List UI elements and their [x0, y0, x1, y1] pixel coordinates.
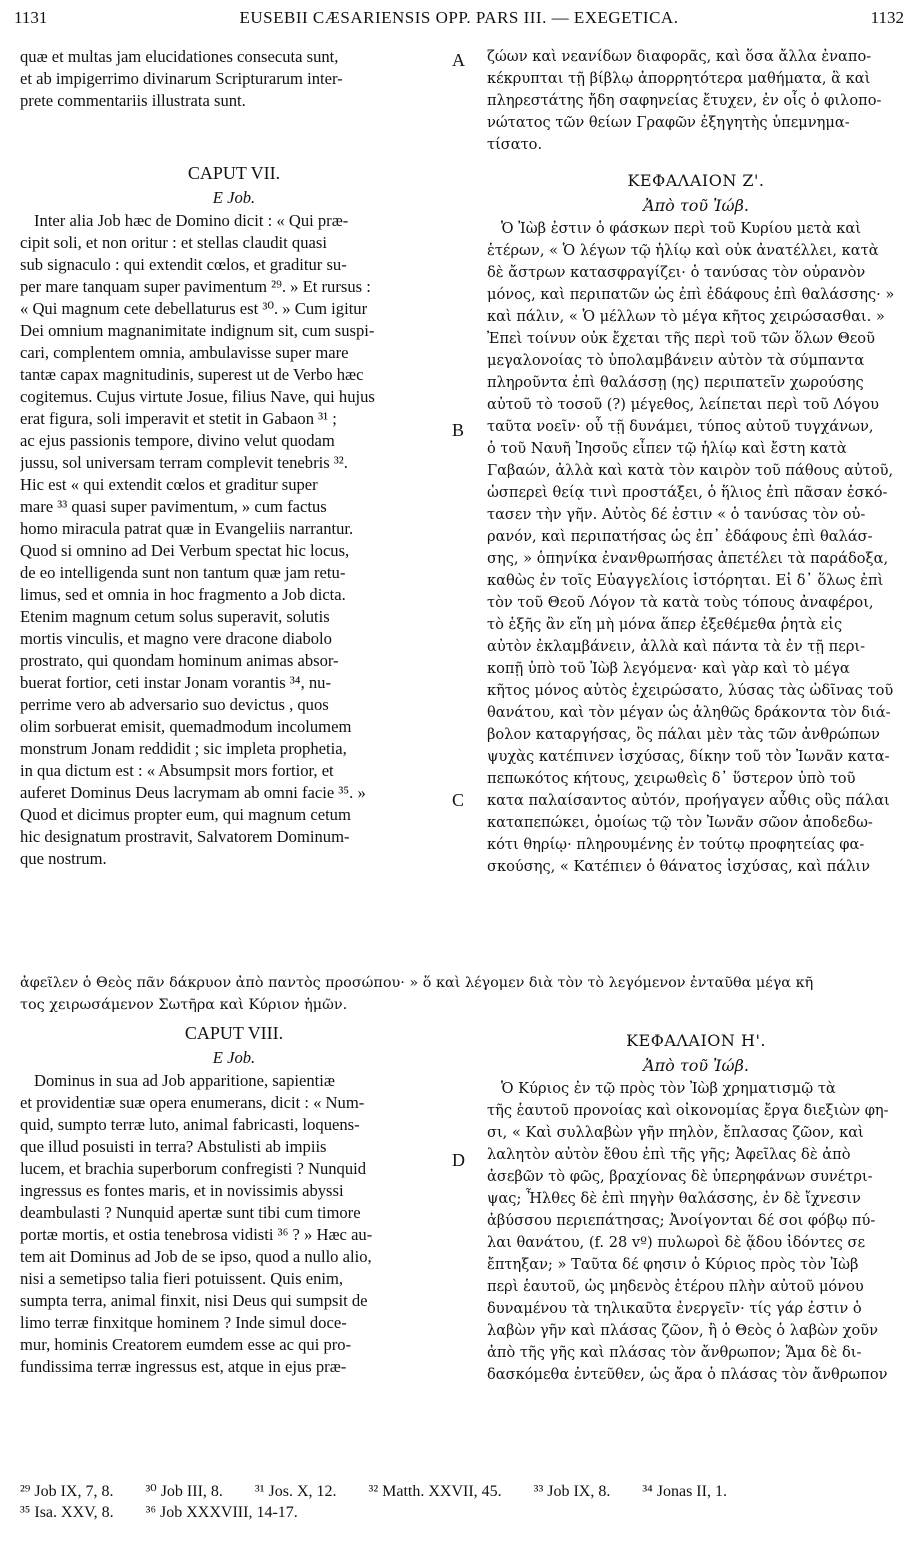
kephalaion-8-title: ΚΕΦΑΛΑΙΟΝ Η'. [626, 1031, 766, 1050]
footnote: ³⁶ Job XXXVIII, 14-17. [145, 1504, 298, 1521]
caput-7-text [20, 210, 448, 870]
text-line: Dei omnium magnanimitate indignum sit, cum suspi- [20, 321, 375, 340]
text-line: Ὁ Ἰὼβ ἐστιν ὁ φάσκων περὶ τοῦ Κυρίου μετὰ καὶ [501, 220, 861, 237]
text-line: αὐτοῦ τὸ τοσοῦ (?) μέγεθος, λείπεται περὶ τοῦ Λόγου [487, 396, 880, 413]
text-line: Dominus in sua ad Job apparitione, sapientiæ [34, 1071, 335, 1090]
text-line: cogitemus. Cujus virtute Josue, filius Nave, qui hujus [20, 387, 375, 406]
latin-column-lower [20, 1020, 448, 1378]
text-line: mur, hominis Creatorem eumdem esse ac qui pro- [20, 1335, 352, 1354]
caput-8-subtitle: E Job. [212, 1048, 256, 1067]
text-line: Quod si omnino ad Dei Verbum spectat hic locus, [20, 541, 350, 560]
text-line: καταπεπώκει, ὁμοίως τῷ τὸν Ἰωνᾶν σῶον ἀποδεδω- [487, 814, 873, 831]
margin-mark-a: A [452, 50, 465, 70]
text-line: homo miracula patrat quæ in Evangeliis narrantur. [20, 519, 354, 538]
footnote: ³² Matth. XXVII, 45. [368, 1483, 502, 1500]
text-line: limus, sed et omnia in hoc fragmento a Job dicta. [20, 585, 346, 604]
text-line: ὁ τοῦ Ναυῆ Ἰησοῦς εἶπεν τῷ ἡλίῳ καὶ ἔστη κατὰ [487, 440, 847, 457]
text-line: ἀβύσσου περιεπάτησας; Ἀνοίγονται δέ σοι φόβῳ πύ- [487, 1212, 876, 1229]
text-line: ἀφεῖλεν ὁ Θεὸς πᾶν δάκρυον ἀπὸ παντὸς προσώπου· » ὅ καὶ λέγομεν διὰ τὸν τὸ λεγόμενον ἐνταῦθα μέγα κῆ [20, 975, 814, 991]
text-line: Hic est « qui extendit cœlos et graditur super [20, 475, 318, 494]
text-line: sumpta terra, animal finxit, nisi Deus qui sumpsit de [20, 1291, 368, 1310]
text-line: perrime vero ab adversario suo devictus , quos [20, 695, 329, 714]
text-line: ψυχὰς κατέπινεν ἰσχύσας, δίκην τοῦ τὸν Ἰωνᾶν κατα- [487, 748, 890, 765]
text-line: νώτατος τῶν θείων Γραφῶν ἐξηγητὴς ὑπεμνημα- [487, 114, 850, 131]
footnote: ³⁰ Job III, 8. [145, 1483, 223, 1500]
kephalaion-8-subtitle: Ἀπὸ τοῦ Ἰώβ. [643, 1056, 749, 1075]
margin-mark-c: C [452, 790, 465, 810]
text-line: ἔπτηξαν; » Ταῦτα δέ φησιν ὁ Κύριος πρὸς τὸν Ἰὼβ [487, 1256, 859, 1273]
text-line: μόνος, καὶ περιπατῶν ὡς ἐπὶ ἐδάφους ἐπὶ θαλάσσης· » [487, 286, 895, 303]
greek-column-lower [487, 1028, 905, 1386]
text-line: auferet Dominus Deus lacrymam ab omni facie ³⁵. » [20, 783, 366, 802]
text-line: δασκόμεθα ἐντεῦθεν, ὡς ἄρα ὁ πλάσας τὸν ἄνθρωπον [487, 1366, 888, 1383]
text-line: que illud posuisti in terra? Abstulisti ab impiis [20, 1137, 327, 1156]
footnote: ³¹ Jos. X, 12. [254, 1483, 337, 1500]
text-line: prostrato, qui quondam hominum animas absor- [20, 651, 339, 670]
text-line: λαβὼν γῆν καὶ πλάσας ζῶον, ἢ ὁ Θεὸς ὁ λαβὼν χοῦν [487, 1322, 879, 1339]
caput-8-title: CAPUT VIII. [184, 1023, 284, 1043]
text-line: mortis vinculis, et magno vere dracone diabolo [20, 629, 332, 648]
footnotes [20, 1481, 910, 1523]
page-number-right: 1132 [870, 8, 904, 27]
footnote: ²⁹ Job IX, 7, 8. [20, 1483, 114, 1500]
text-line: jussu, sol universam terram complevit tenebris ³². [20, 453, 348, 472]
text-line: βολον καταργήσας, ὃς πάλαι μὲν τὰς τῶν ἀνθρώπων [487, 726, 880, 743]
latin-column-upper [20, 46, 448, 870]
footnote: ³⁴ Jonas II, 1. [642, 1483, 727, 1500]
footnote: ³⁵ Isa. XXV, 8. [20, 1504, 114, 1521]
text-line: portæ mortis, et ostia tenebrosa vidisti ³⁶ ? » Hæc au- [20, 1225, 373, 1244]
text-line: ἀπὸ τῆς γῆς καὶ πλάσας τὸν ἄνθρωπον; Ἅμα δὲ δι- [487, 1344, 862, 1361]
text-line: δυναμένου τὰ τηλικαῦτα ἐνεργεῖν· τίς γάρ ἐστιν ὁ [487, 1300, 862, 1317]
text-line: deambulasti ? Nunquid apertæ sunt tibi cum timore [20, 1203, 361, 1222]
text-line: Inter alia Job hæc de Domino dicit : « Qui præ- [34, 211, 349, 230]
text-line: et ab impigerrimo divinarum Scripturarum inter- [20, 69, 343, 88]
text-line: que nostrum. [20, 849, 107, 868]
text-line: Ὁ Κύριος ἐν τῷ πρὸς τὸν Ἰὼβ χρηματισμῷ τὰ [501, 1080, 836, 1097]
greek-intro [487, 46, 905, 156]
text-line: πεπωκότος κήτους, χειρωθεὶς δ᾽ ὕστερον ὑπὸ τοῦ [487, 770, 856, 787]
text-line: mare ³³ quasi super pavimentum, » cum factus [20, 497, 327, 516]
footnote-row [20, 1502, 910, 1523]
text-line: ψας; Ἦλθες δὲ ἐπὶ πηγὴν θαλάσσης, ἐν δὲ ἴχνεσιν [487, 1190, 861, 1207]
text-line: per mare tanquam super pavimentum ²⁹. » Et rursus : [20, 277, 371, 296]
text-line: ρανόν, καὶ περιπατήσας ὡς ἐπ᾽ ἐδάφους ἐπὶ θαλάσ- [487, 528, 873, 545]
text-line: tantæ capax magnitudinis, superest ut de Verbo hæc [20, 365, 364, 384]
caput-7-title: CAPUT VII. [187, 163, 281, 183]
text-line: cari, complentem omnia, ambulavisse super mare [20, 343, 349, 362]
text-line: quæ et multas jam elucidationes consecuta sunt, [20, 47, 339, 66]
greek-runover [20, 972, 905, 1016]
text-line: « Qui magnum cete debellaturus est ³⁰. » Cum igitur [20, 299, 368, 318]
text-line: sub signaculo : qui extendit cœlos, et graditur su- [20, 255, 347, 274]
text-line: Etenim magnum cetum solus superavit, solutis [20, 607, 330, 626]
text-line: τος χειρωσάμενον Σωτῆρα καὶ Κύριον ἡμῶν. [20, 997, 348, 1013]
text-line: lucem, et brachia superborum confregisti ? Nunquid [20, 1159, 367, 1178]
text-line: ὡσπερεὶ θείᾳ τινὶ προστάξει, ὁ ἥλιος ἐπὶ πᾶσαν ἐσκό- [487, 484, 888, 501]
text-line: θανάτου, καὶ τὸν μέγαν ὡς ἀληθῶς δράκοντα τὸν διά- [487, 704, 891, 721]
text-line: prete commentariis illustrata sunt. [20, 91, 246, 110]
text-line: σης, » ὁπηνίκα ἐνανθρωπήσας ἀπετέλει τὰ παράδοξα, [487, 550, 889, 567]
text-line: κατα παλαίσαντος αὐτόν, προήγαγεν αὖθις οὓς πάλαι [487, 792, 890, 809]
text-line: ἀσεβῶν τὸ φῶς, βραχίονας δὲ ὑπερηφάνων συνέτρι- [487, 1168, 873, 1185]
text-line: αὐτὸν ἐκλαμβάνειν, ἀλλὰ καὶ πάντα τὰ ἐν τῇ περι- [487, 638, 866, 655]
footnote-row [20, 1481, 910, 1502]
text-line: τὸν τοῦ Θεοῦ Λόγον τὰ κατὰ τοὺς τόπους ἀναφέροι, [487, 594, 874, 611]
text-line: καθὼς ἐν τοῖς Εὐαγγελίοις ἱστόρηται. Εἰ δ᾽ ὅλως ἐπὶ [487, 572, 884, 589]
text-line: σι, « Καὶ συλλαβὼν γῆν πηλὸν, ἔπλασας ζῶον, καὶ [487, 1124, 864, 1141]
text-line: λαλητὸν αὐτὸν ἔθου ἐπὶ τῆς γῆς; Ἀφεῖλας δὲ ἀπὸ [487, 1146, 851, 1163]
text-line: cipit soli, et non oritur : et stellas claudit quasi [20, 233, 327, 252]
text-line: ac ejus passionis tempore, divino velut quodam [20, 431, 335, 450]
kephalaion-8-text [487, 1078, 905, 1386]
text-line: κοπῇ ὑπὸ τοῦ Ἰὼβ λεγόμενα· καὶ γὰρ καὶ τὸ μέγα [487, 660, 850, 677]
running-header [14, 8, 904, 36]
text-line: hic designatum prostravit, Salvatorem Dominum- [20, 827, 350, 846]
text-line: de eo intelligenda sunt non tantum quæ jam retu- [20, 563, 346, 582]
text-line: δὲ ἄστρων κατασφραγίζει· ὁ τανύσας τὸν οὐρανὸν [487, 264, 866, 281]
text-line: μεγαλονοίας τὸ ὑπολαμβάνειν αὐτὸν τὰ σύμπαντα [487, 352, 865, 369]
text-line: Quod et dicimus propter eum, qui magnum cetum [20, 805, 351, 824]
text-line: τίσατο. [487, 136, 543, 153]
margin-mark-b: B [452, 420, 465, 440]
margin-mark-d: D [452, 1150, 465, 1170]
text-line: κότι θηρίῳ· πληρουμένης ἐν τούτῳ προφητείας φα- [487, 836, 865, 853]
text-line: τὸ ἑξῆς ἂν εἴη μὴ μόνα ἅπερ ἐξεθέμεθα ῥητὰ εἰς [487, 616, 843, 633]
text-line: quid, sumpto terræ luto, animal fabricasti, loquens- [20, 1115, 360, 1134]
text-line: buerat fortior, ceti instar Jonam vorantis ³⁴, nu- [20, 673, 332, 692]
text-line: tem ait Dominus ad Job de se ipso, quod a nullo alio, [20, 1247, 372, 1266]
text-line: monstrum Jonam reddidit ; sic impleta prophetia, [20, 739, 347, 758]
text-line: ζώων καὶ νεανίδων διαφορᾶς, καὶ ὅσα ἄλλα ἐναπο- [487, 48, 872, 65]
caput-8-text [20, 1070, 448, 1378]
text-line: τασεν τὴν γῆν. Αὐτὸς δέ ἐστιν « ὁ τανύσας τὸν οὐ- [487, 506, 866, 523]
text-line: ingressus es fontes maris, et in novissimis abyssi [20, 1181, 344, 1200]
text-line: Γαβαών, ἀλλὰ καὶ κατὰ τὸν καιρὸν τοῦ πάθους αὐτοῦ, [487, 462, 894, 479]
greek-column-upper [487, 46, 905, 878]
caput-7-subtitle: E Job. [212, 188, 256, 207]
text-line: πληρεστάτης ἤδη σαφηνείας ἔτυχεν, ἐν οἷς ὁ φιλοπο- [487, 92, 882, 109]
text-line: ἑτέρων, « Ὁ λέγων τῷ ἡλίῳ καὶ οὐκ ἀνατέλλει, κατὰ [487, 242, 879, 259]
text-line: erat figura, soli imperavit et stetit in Gabaon ³¹ ; [20, 409, 337, 428]
kephalaion-7-title: ΚΕΦΑΛΑΙΟΝ Ζ'. [627, 171, 765, 190]
text-line: σκούσης, « Κατέπιεν ὁ θάνατος ἰσχύσας, καὶ πάλιν [487, 858, 871, 875]
text-line: τῆς ἑαυτοῦ προνοίας καὶ οἰκονομίας ἔργα διεξιὼν φη- [487, 1102, 889, 1119]
footnote: ³³ Job IX, 8. [533, 1483, 611, 1500]
text-line: πληροῦντα ἐπὶ θαλάσσῃ (ης) περιπατεῖν χωρούσης [487, 374, 864, 391]
text-line: λαι θανάτου, (f. 28 vº) πυλωροὶ δὲ ᾅδου ἰδόντες σε [487, 1234, 866, 1251]
kephalaion-7-text [487, 218, 905, 878]
text-line: κέκρυπται τῇ βίβλῳ ἀπορρητότερα μαθήματα, ἃ καὶ [487, 70, 871, 87]
text-line: limo terræ finxitque hominem ? Inde simul doce- [20, 1313, 347, 1332]
text-line: et providentiæ suæ opera enumerans, dicit : « Num- [20, 1093, 365, 1112]
running-title: EUSEBII CÆSARIENSIS OPP. PARS III. — EXEGETICA. [239, 8, 679, 27]
latin-intro [20, 46, 448, 112]
text-line: nisi a semetipso talia fieri potuissent. Quis enim, [20, 1269, 344, 1288]
page-number-left: 1131 [14, 8, 48, 27]
text-line: καὶ πάλιν, « Ὁ μέλλων τὸ μέγα κῆτος χειρώσασθαι. » [487, 308, 885, 325]
text-line: fundissima terræ ingressus est, atque in ejus præ- [20, 1357, 347, 1376]
text-line: ταῦτα νοεῖν· οὗ τῇ δυνάμει, τύπος αὐτοῦ τυγχάνων, [487, 418, 874, 435]
text-line: Ἐπεὶ τοίνυν οὐκ ἔχεται τῆς περὶ τοῦ τῶν ὅλων Θεοῦ [487, 330, 875, 347]
text-line: κῆτος μόνος αὐτὸς ἐχειρώσατο, λύσας τὰς ὠδῖνας τοῦ [487, 682, 894, 699]
kephalaion-7-subtitle: Ἀπὸ τοῦ Ἰώβ. [643, 196, 749, 215]
text-line: in qua dictum est : « Absumpsit mors fortior, et [20, 761, 334, 780]
text-line: olim sorbuerat emisit, quemadmodum incolumem [20, 717, 352, 736]
text-line: περὶ ἑαυτοῦ, ὡς μηδενὸς ἑτέρου πλὴν αὐτοῦ μόνου [487, 1278, 864, 1295]
